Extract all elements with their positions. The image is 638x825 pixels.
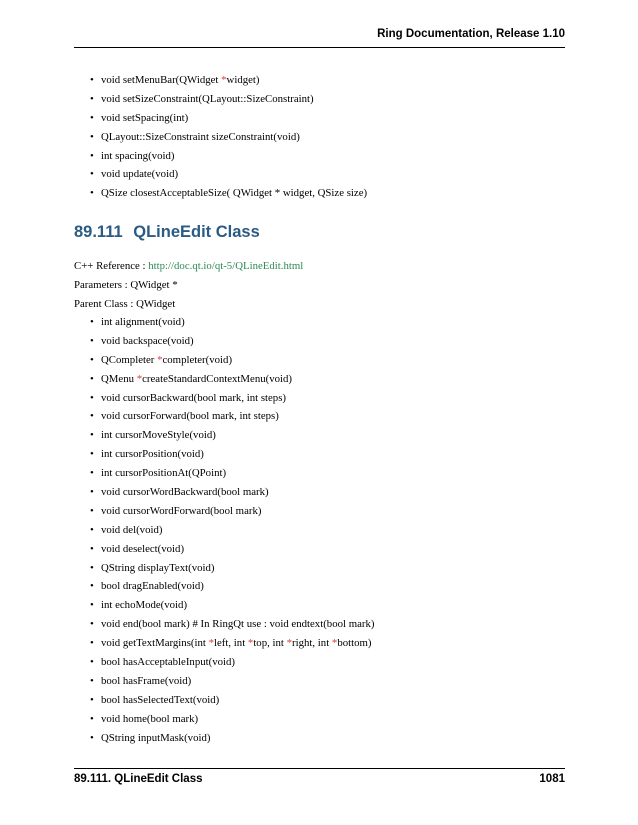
section-title: QLineEdit Class bbox=[133, 223, 260, 241]
running-header: Ring Documentation, Release 1.10 bbox=[377, 28, 565, 40]
bullet-icon: • bbox=[90, 580, 94, 593]
reference-link[interactable]: http://doc.qt.io/qt-5/QLineEdit.html bbox=[148, 260, 304, 272]
item-text: void cursorWordBackward(bool mark) bbox=[101, 486, 269, 499]
list-item bbox=[90, 111, 560, 130]
list-item bbox=[90, 372, 560, 391]
item-text: int cursorMoveStyle(void) bbox=[101, 429, 216, 442]
list-item bbox=[90, 73, 560, 92]
pointer-star: * bbox=[247, 637, 254, 650]
list-item bbox=[90, 523, 560, 542]
item-text: void end(bool mark) # In RingQt use : void endtext(bool mark) bbox=[101, 618, 375, 631]
bullet-icon: • bbox=[90, 561, 94, 574]
item-text: createStandardContextMenu(void) bbox=[142, 372, 293, 385]
item-text: void home(bool mark) bbox=[101, 712, 199, 725]
section-heading bbox=[74, 223, 260, 242]
list-item bbox=[90, 186, 560, 205]
list-item bbox=[90, 428, 560, 447]
item-text: QCompleter bbox=[101, 353, 158, 366]
list-item bbox=[90, 353, 560, 372]
item-text: int spacing(void) bbox=[101, 149, 175, 162]
item-text: void setSizeConstraint(QLayout::SizeConstraint) bbox=[101, 92, 314, 105]
bullet-icon: • bbox=[90, 599, 94, 612]
item-text: void deselect(void) bbox=[101, 542, 185, 555]
bullet-icon: • bbox=[90, 542, 94, 555]
list-item bbox=[90, 149, 560, 168]
list-item bbox=[90, 542, 560, 561]
item-text: int cursorPositionAt(QPoint) bbox=[101, 467, 227, 480]
list-item bbox=[90, 636, 560, 655]
item-text: bool hasFrame(void) bbox=[101, 674, 192, 687]
item-text: int cursorPosition(void) bbox=[101, 448, 204, 461]
bullet-icon: • bbox=[90, 467, 94, 480]
item-text: QMenu bbox=[101, 372, 137, 385]
pointer-star: * bbox=[331, 637, 338, 650]
page-number: 1081 bbox=[539, 773, 565, 785]
bullet-icon: • bbox=[90, 391, 94, 404]
bullet-icon: • bbox=[90, 637, 94, 650]
list-item bbox=[90, 130, 560, 149]
reference-label: C++ Reference : bbox=[74, 260, 149, 272]
list-item bbox=[90, 504, 560, 523]
bullet-icon: • bbox=[90, 410, 94, 423]
footer-section: 89.111. QLineEdit Class bbox=[74, 773, 203, 785]
bullet-icon: • bbox=[90, 130, 94, 143]
pointer-star: * bbox=[221, 74, 227, 86]
item-text: void del(void) bbox=[101, 523, 163, 536]
bullet-icon: • bbox=[90, 187, 94, 200]
item-text: int echoMode(void) bbox=[101, 599, 188, 612]
reference-line bbox=[74, 259, 303, 273]
item-text: bottom) bbox=[337, 637, 372, 650]
pointer-star: * bbox=[286, 637, 293, 650]
item-text: bool hasSelectedText(void) bbox=[101, 693, 220, 706]
bullet-icon: • bbox=[90, 168, 94, 181]
bullet-icon: • bbox=[90, 92, 94, 105]
list-item bbox=[90, 167, 560, 186]
footer-rule bbox=[74, 768, 565, 769]
item-text: void setMenuBar(QWidget bbox=[101, 74, 222, 86]
bullet-icon: • bbox=[90, 656, 94, 669]
pointer-star: * bbox=[208, 637, 215, 650]
list-item bbox=[90, 485, 560, 504]
list-item bbox=[90, 617, 560, 636]
bullet-icon: • bbox=[90, 523, 94, 536]
item-text: QLayout::SizeConstraint sizeConstraint(void) bbox=[101, 130, 300, 143]
item-text: int alignment(void) bbox=[101, 316, 185, 328]
bullet-icon: • bbox=[90, 353, 94, 366]
bullet-icon: • bbox=[90, 731, 94, 744]
item-text: left, int bbox=[214, 637, 248, 650]
item-text: void update(void) bbox=[101, 168, 179, 181]
item-text: widget) bbox=[226, 74, 260, 86]
list-item bbox=[90, 466, 560, 485]
qlineedit-method-list bbox=[90, 315, 560, 749]
bullet-icon: • bbox=[90, 448, 94, 461]
item-text: void cursorForward(bool mark, int steps) bbox=[101, 410, 279, 423]
pointer-star: * bbox=[136, 372, 143, 385]
list-item bbox=[90, 731, 560, 750]
list-item bbox=[90, 712, 560, 731]
item-text: completer(void) bbox=[162, 353, 233, 366]
list-item bbox=[90, 409, 560, 428]
list-item bbox=[90, 598, 560, 617]
bullet-icon: • bbox=[90, 674, 94, 687]
item-text: QSize closestAcceptableSize( QWidget * widget, QSize size) bbox=[101, 187, 368, 200]
list-item bbox=[90, 92, 560, 111]
list-item bbox=[90, 561, 560, 580]
list-item bbox=[90, 693, 560, 712]
list-item bbox=[90, 579, 560, 598]
item-text: void cursorWordForward(bool mark) bbox=[101, 504, 262, 517]
top-method-list bbox=[90, 73, 560, 205]
list-item bbox=[90, 447, 560, 466]
bullet-icon: • bbox=[90, 372, 94, 385]
item-text: void setSpacing(int) bbox=[101, 111, 189, 124]
header-rule bbox=[74, 47, 565, 48]
item-text: bool dragEnabled(void) bbox=[101, 580, 204, 593]
bullet-icon: • bbox=[90, 618, 94, 631]
item-text: QString inputMask(void) bbox=[101, 731, 211, 744]
item-text: QString displayText(void) bbox=[101, 561, 215, 574]
item-text: void cursorBackward(bool mark, int steps) bbox=[101, 391, 287, 404]
bullet-icon: • bbox=[90, 693, 94, 706]
item-text: bool hasAcceptableInput(void) bbox=[101, 656, 236, 669]
bullet-icon: • bbox=[90, 429, 94, 442]
list-item bbox=[90, 655, 560, 674]
parameters-line: Parameters : QWidget * bbox=[74, 279, 178, 291]
item-text: void getTextMargins(int bbox=[101, 637, 209, 650]
pointer-star: * bbox=[157, 353, 163, 366]
list-item bbox=[90, 391, 560, 410]
list-item bbox=[90, 334, 560, 353]
section-number: 89.111 bbox=[74, 223, 123, 241]
item-text: right, int bbox=[292, 637, 332, 650]
bullet-icon: • bbox=[90, 316, 94, 328]
bullet-icon: • bbox=[90, 149, 94, 162]
bullet-icon: • bbox=[90, 111, 94, 124]
bullet-icon: • bbox=[90, 504, 94, 517]
bullet-icon: • bbox=[90, 486, 94, 499]
item-text: void backspace(void) bbox=[101, 334, 194, 347]
bullet-icon: • bbox=[90, 712, 94, 725]
bullet-icon: • bbox=[90, 74, 94, 86]
item-text: top, int bbox=[253, 637, 287, 650]
bullet-icon: • bbox=[90, 334, 94, 347]
list-item bbox=[90, 315, 560, 334]
list-item bbox=[90, 674, 560, 693]
parent-class-line: Parent Class : QWidget bbox=[74, 298, 176, 310]
